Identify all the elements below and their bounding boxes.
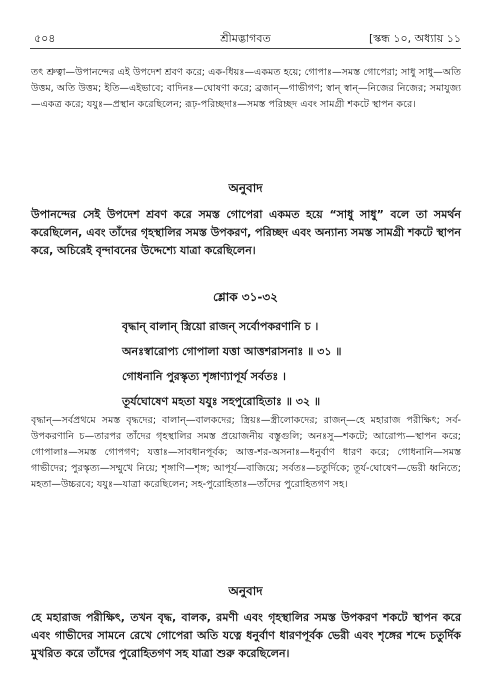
running-header [30, 30, 461, 50]
verse-line: গোধনানি পুরস্কৃত্য শৃঙ্গাণ্যাপূর্য সর্বতঃ । [122, 370, 286, 383]
synonyms-paragraph: তৎ শ্রুত্বা—উপানন্দের এই উপদেশ শ্রবণ করে; এক-ধিয়ঃ—একমত হয়ে; গোপাঃ—সমস্ত গোপেরা; সাধু সাধু—অতি উত্তম, অতি উত্তম; ইতি—এইভাবে; বাদিনঃ—ঘোষণা করে; ব্রজান্—গাভীগণ; স্বান্ স্বান্—নিজের নিজের; সমাযুজ্য—একত্র করে; যযুঃ—প্রস্থান করেছিলেন; রূঢ়-পরিচ্ছদাঃ—সমস্ত পরিচ্ছদ এবং সামগ্রী শকটে স্থাপন করে। [31, 67, 461, 110]
translation-heading: অনুবাদ [228, 181, 263, 195]
verse-line: তূর্যঘোষেণ মহতা যযুঃ সহপুরোহিতাঃ ॥ ৩২ ॥ [122, 395, 321, 408]
translation-paragraph: উপানন্দের সেই উপদেশ শ্রবণ করে সমস্ত গোপেরা একমত হয়ে “সাধু সাধু” বলে তা সমর্থন করেছিলেন, এবং তাঁদের গৃহস্থালির সমস্ত উপকরণ, পরিচ্ছদ এবং অন্যান্য সমস্ত সামগ্রী শকটে স্থাপন করে, অচিরেই বৃন্দাবনের উদ্দেশ্যে যাত্রা করেছিলেন। [31, 208, 461, 257]
verse-line: অনঃস্বারোপ্য গোপালা যত্তা আত্তশরাসনাঃ ॥ ৩১ ॥ [122, 345, 342, 358]
verse-heading: শ্লোক ৩১-৩২ [213, 290, 278, 304]
translation-heading: অনুবাদ [228, 584, 263, 598]
sanskrit-verse [122, 314, 452, 414]
header-rule [30, 48, 461, 49]
verse-line: বৃদ্ধান্ বালান্ স্ত্রিয়ো রাজন্ সর্বোপকরণানি চ । [122, 320, 319, 333]
book-title: শ্রীমদ্ভাগবত [220, 32, 271, 45]
canto-chapter-reference: [স্কন্ধ ১০, অধ্যায় ১১ [368, 32, 461, 45]
translation-paragraph: হে মহারাজ পরীক্ষিৎ, তখন বৃদ্ধ, বালক, রমণী এবং গৃহস্থালির সমস্ত উপকরণ শকটে স্থাপন করে এবং গাভীদের সামনে রেখে গোপেরা অতি যত্নে ধনুর্বাণ ধারণপূর্বক ভেরী এবং শৃঙ্গের শব্দে চতুর্দিক মুখরিত করে তাঁদের পুরোহিতগণ সহ যাত্রা শুরু করেছিলেন। [31, 611, 461, 660]
page-number: ৫০৪ [34, 32, 56, 45]
synonyms-paragraph: বৃদ্ধান্—সর্বপ্রথমে সমস্ত বৃদ্ধদের; বালান্—বালকদের; স্ত্রিয়ঃ—স্ত্রীলোকদের; রাজন্—হে মহারাজ পরীক্ষিৎ; সর্ব-উপকরণানি চ—তারপর তাঁদের গৃহস্থালির সমস্ত প্রয়োজনীয় বস্তুগুলি; অনঃসু—শকটে; আরোপ্য—স্থাপন করে; গোপালাঃ—সমস্ত গোপগণ; যত্তাঃ—সাবধানপূর্বক; আত্ত-শর-অসনাঃ—ধনুর্বাণ ধারণ করে; গোধনানি—সমস্ত গাভীদের; পুরস্কৃত্য—সম্মুখে নিয়ে; শৃঙ্গাণি—শৃঙ্গ; আপূর্য—বাজিয়ে; সর্বতঃ—চতুর্দিকে; তূর্য-ঘোষেণ—ভেরী ধ্বনিতে; মহতা—উচ্চরবে; যযুঃ—যাত্রা করেছিলেন; সহ-পুরোহিতাঃ—তাঁদের পুরোহিতগণ সহ। [31, 415, 461, 490]
